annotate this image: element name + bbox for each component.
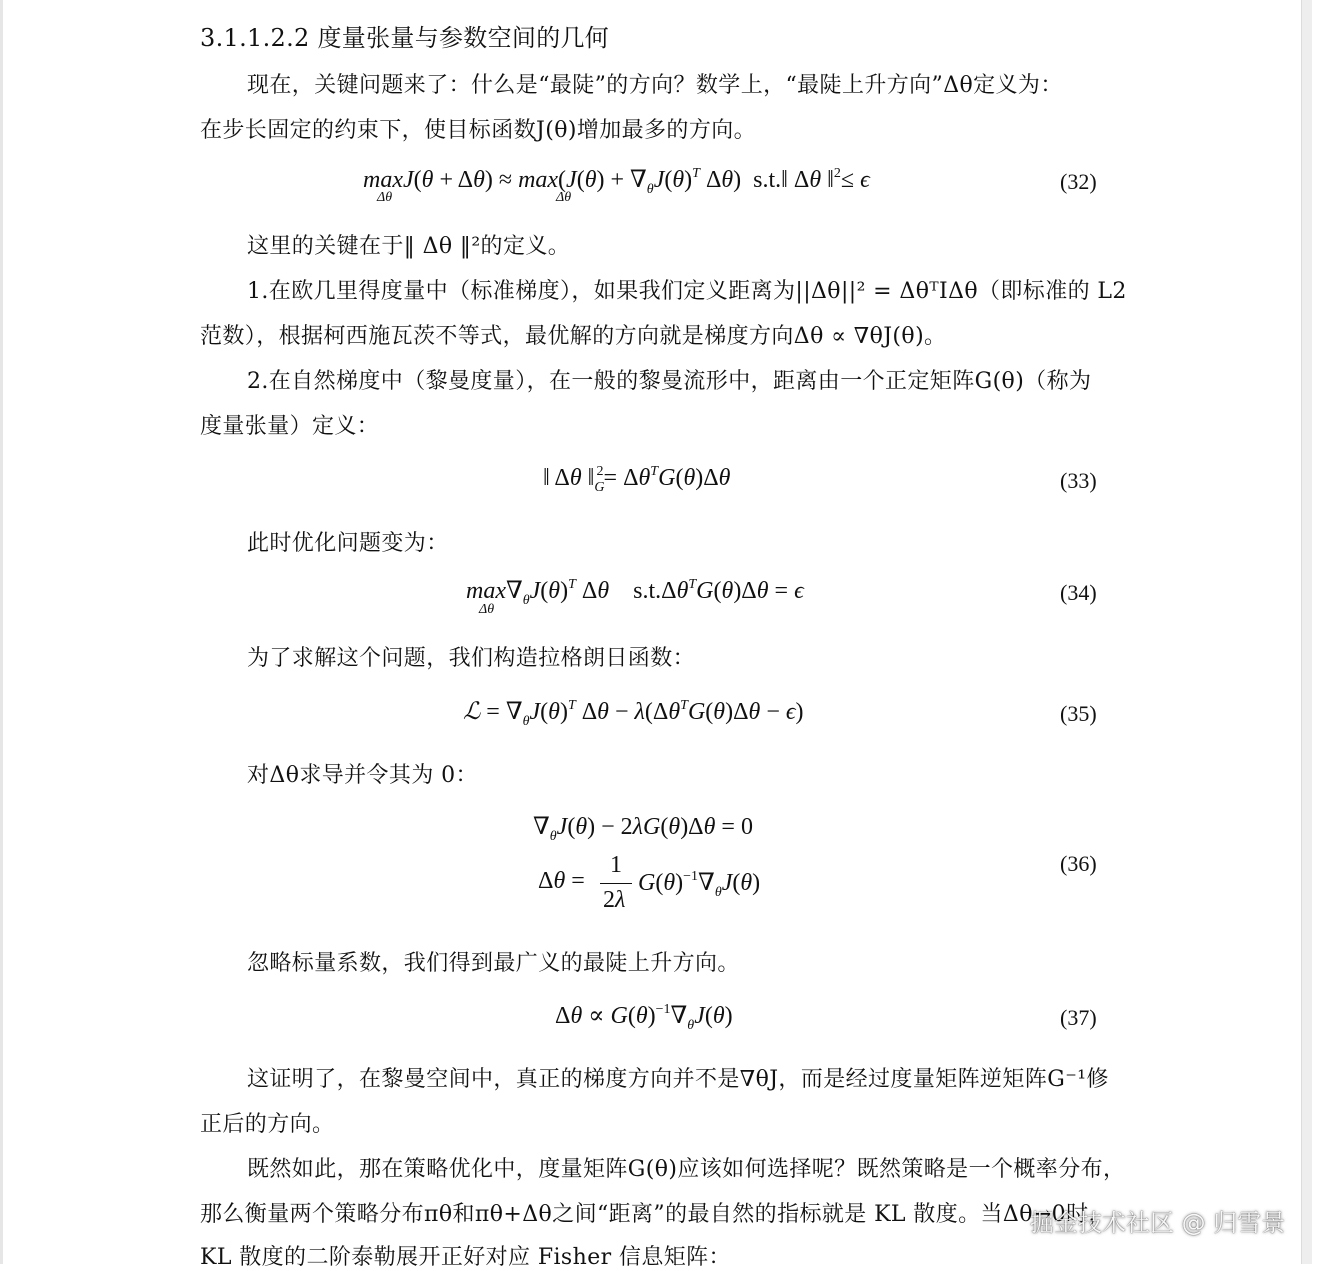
equation-36-frac-den: 2λ [603,887,626,913]
paragraph-line: 这里的关键在于‖ Δθ ‖²的定义。 [247,234,571,259]
paragraph-line: 这证明了，在黎曼空间中，真正的梯度方向并不是∇θJ，而是经过度量矩阵逆矩阵G⁻¹修 [247,1067,1109,1092]
equation-33: ‖ Δθ $‖_G^2= \Delta\theta^TG(\theta)\Delta\theta$ [543,464,731,495]
equation-36-lhs: Δθ = [538,868,585,894]
equation-36-frac-num: 1 [610,852,622,878]
watermark: 掘金技术社区 @ 归雪景 [1030,1209,1286,1237]
equation-32-under-right: Δθ [556,190,572,205]
equation-number: (33) [1060,468,1097,493]
paragraph-line: 在步长固定的约束下，使目标函数J(θ)增加最多的方向。 [200,118,757,143]
equation-32-under-left: Δθ [377,190,393,205]
paragraph-line: KL 散度的二阶泰勒展开正好对应 Fisher 信息矩阵： [200,1245,731,1270]
fraction-bar [600,883,632,884]
equation-34-under: Δθ [479,602,495,617]
equation-number: (36) [1060,851,1097,876]
equation-37: $\Delta\theta \propto G(\theta)^{-1}\nabla_\theta J(\theta)$ [555,1002,733,1033]
paragraph-line: 那么衡量两个策略分布πθ和πθ+Δθ之间“距离”的最自然的指标就是 KL 散度。当Δθ→0时， [200,1202,1111,1227]
paragraph-line: 既然如此，那在策略优化中，度量矩阵G(θ)应该如何选择呢？既然策略是一个概率分布， [247,1157,1126,1182]
equation-number: (34) [1060,580,1097,605]
paragraph-line: 对Δθ求导并令其为 0： [247,763,478,788]
equation-34: $\max\nabla_\theta J(\theta)^T$ Δθ $s.t.\Delta\theta^TG(\theta)\Delta\theta = \epsilon$ [466,577,804,608]
paragraph-line: 正后的方向。 [200,1112,335,1137]
page-edge-left [0,0,3,1264]
equation-number: (37) [1060,1005,1097,1030]
equation-number: (32) [1060,169,1097,194]
section-heading: 3.1.1.2.2 度量张量与参数空间的几何 [200,24,610,52]
paragraph-line: 忽略标量系数，我们得到最广义的最陡上升方向。 [247,951,740,976]
equation-36-line1: $\nabla_\theta J(\theta) - 2\lambda G(\theta)\Delta\theta = 0$ [533,814,753,844]
equation-35: ℒ = $\nabla_\theta J(\theta)^T$ $\Delta\theta - \lambda(\Delta\theta^TG(\theta)\Delta\theta - \epsilon)$ [463,698,804,729]
paragraph-line: 度量张量）定义： [200,414,380,439]
paragraph-line: 2.在自然梯度中（黎曼度量），在一般的黎曼流形中，距离由一个正定矩阵G(θ)（称为 [247,369,1092,394]
equation-36-rhs: $G(\theta)^{-1}\nabla_\theta J(\theta)$ [638,869,761,900]
equation-32: $\max J(\theta + \Delta\theta) \approx \max(J(\theta) + \nabla_\theta J(\theta)^T$ Δθ) s.t.‖ Δθ ‖$^2$≤ ϵ [363,166,870,197]
paragraph-line: 范数），根据柯西施瓦茨不等式，最优解的方向就是梯度方向Δθ ∝ ∇θJ(θ)。 [200,324,947,349]
paragraph-line: 现在，关键问题来了：什么是“最陡”的方向？数学上，“最陡上升方向”Δθ定义为： [247,73,1063,98]
equation-number: (35) [1060,701,1097,726]
page-edge-right [1301,0,1312,1264]
paragraph-line: 此时优化问题变为： [247,531,449,556]
paragraph-line: 1.在欧几里得度量中（标准梯度），如果我们定义距离为||Δθ||² = ΔθᵀIΔθ（即标准的 L2 [247,279,1127,304]
paragraph-line: 为了求解这个问题，我们构造拉格朗日函数： [247,646,696,671]
